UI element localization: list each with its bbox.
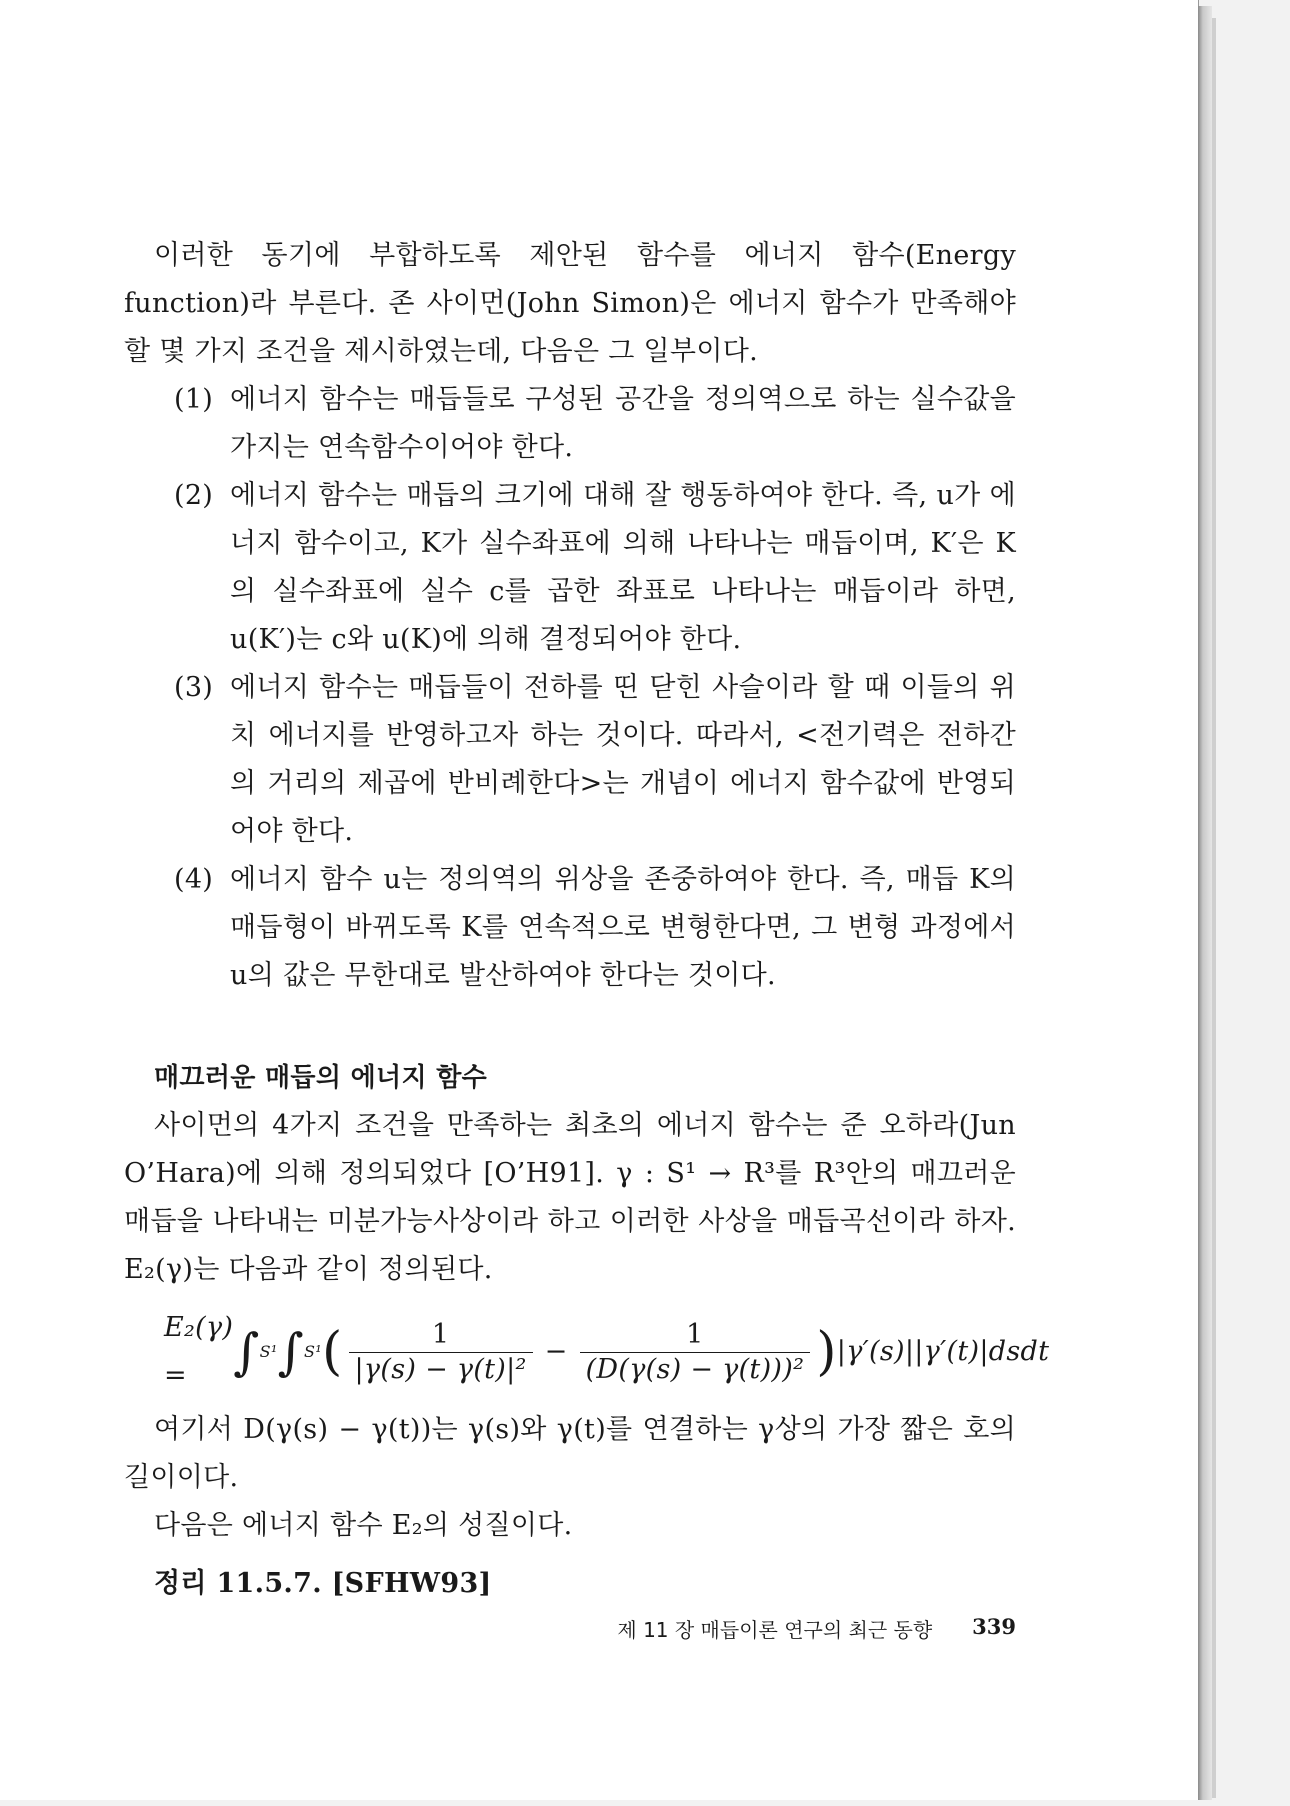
- page-footer: [540, 1614, 1016, 1643]
- properties-line: 다음은 에너지 함수 E₂의 성질이다.: [154, 1510, 573, 1541]
- section-paragraph: 사이먼의 4가지 조건을 만족하는 최초의 에너지 함수는 준 오하라(Jun O’Hara)에 의해 정의되었다 [O’H91]. γ : S¹ → R³를 R³안의 매끄러운 매듭을 나타내는 미분가능사상이라 하고 이러한 사상을 매듭곡선이라 하자. E₂(γ)는 다음과 같이 정의된다.: [124, 1110, 1016, 1285]
- fraction-1: [349, 1318, 533, 1387]
- condition-text: 에너지 함수는 매듭의 크기에 대해 잘 행동하여야 한다. 즉, u가 에너지 함수이고, K가 실수좌표에 의해 나타나는 매듭이며, K′은 K의 실수좌표에 실수 c를 곱한 좌표로 나타나는 매듭이라 하면, u(K′)는 c와 u(K)에 의해 결정되어야 한다.: [230, 480, 1016, 655]
- integral-sign: ∫: [277, 1323, 304, 1381]
- fraction-denominator: (D(γ(s) − γ(t)))²: [580, 1352, 811, 1387]
- condition-item: [174, 664, 1016, 856]
- page-edge: [1198, 6, 1212, 1800]
- section-heading: 매끄러운 매듭의 에너지 함수: [154, 1063, 488, 1093]
- left-paren: (: [321, 1322, 343, 1382]
- condition-text: 에너지 함수는 매듭들이 전하를 띤 닫힌 사슬이라 할 때 이들의 위치 에너지를 반영하고자 하는 것이다. 따라서, <전기력은 전하간의 거리의 제곱에 반비례한다>는 개념이 에너지 함수값에 반영되어야 한다.: [230, 672, 1016, 847]
- formula-lhs: E₂(γ) =: [164, 1312, 234, 1391]
- minus-sign: −: [544, 1336, 568, 1367]
- condition-item: [174, 472, 1016, 664]
- fraction-denominator: |γ(s) − γ(t)|²: [349, 1352, 533, 1387]
- fraction-2: [580, 1318, 811, 1387]
- fraction-numerator: 1: [431, 1318, 450, 1350]
- chapter-title: 제 11 장 매듭이론 연구의 최근 동향: [617, 1618, 933, 1642]
- condition-number: (4): [174, 864, 214, 895]
- condition-number: (2): [174, 480, 214, 511]
- energy-formula: [164, 1304, 1050, 1400]
- formula-tail: |γ′(s)||γ′(t)|dsdt: [836, 1336, 1050, 1367]
- page-body: [124, 232, 1050, 1608]
- right-paren: ): [816, 1322, 837, 1382]
- integral-sign: ∫: [233, 1323, 260, 1381]
- condition-item: [174, 856, 1016, 1000]
- condition-item: [174, 376, 1016, 472]
- condition-number: (3): [174, 672, 214, 703]
- theorem-label: 정리 11.5.7. [SFHW93]: [154, 1568, 492, 1599]
- integral-domain: S¹: [303, 1342, 322, 1361]
- page-edge-shadow: [1212, 18, 1216, 1798]
- condition-text: 에너지 함수 u는 정의역의 위상을 존중하여야 한다. 즉, 매듭 K의 매듭형이 바뀌도록 K를 연속적으로 변형한다면, 그 변형 과정에서 u의 값은 무한대로 발산하여야 한다는 것이다.: [230, 864, 1016, 991]
- intro-paragraph: 이러한 동기에 부합하도록 제안된 함수를 에너지 함수(Energy function)라 부른다. 존 사이먼(John Simon)은 에너지 함수가 만족해야 할 몇 가지 조건을 제시하였는데, 다음은 그 일부이다.: [124, 240, 1016, 367]
- after-formula-paragraph: 여기서 D(γ(s) − γ(t))는 γ(s)와 γ(t)를 연결하는 γ상의 가장 짧은 호의 길이이다.: [124, 1414, 1016, 1493]
- condition-number: (1): [174, 384, 214, 415]
- page-number: 339: [972, 1614, 1016, 1639]
- integral-domain: S¹: [259, 1342, 278, 1361]
- condition-text: 에너지 함수는 매듭들로 구성된 공간을 정의역으로 하는 실수값을 가지는 연속함수이어야 한다.: [230, 384, 1016, 463]
- fraction-numerator: 1: [686, 1318, 704, 1350]
